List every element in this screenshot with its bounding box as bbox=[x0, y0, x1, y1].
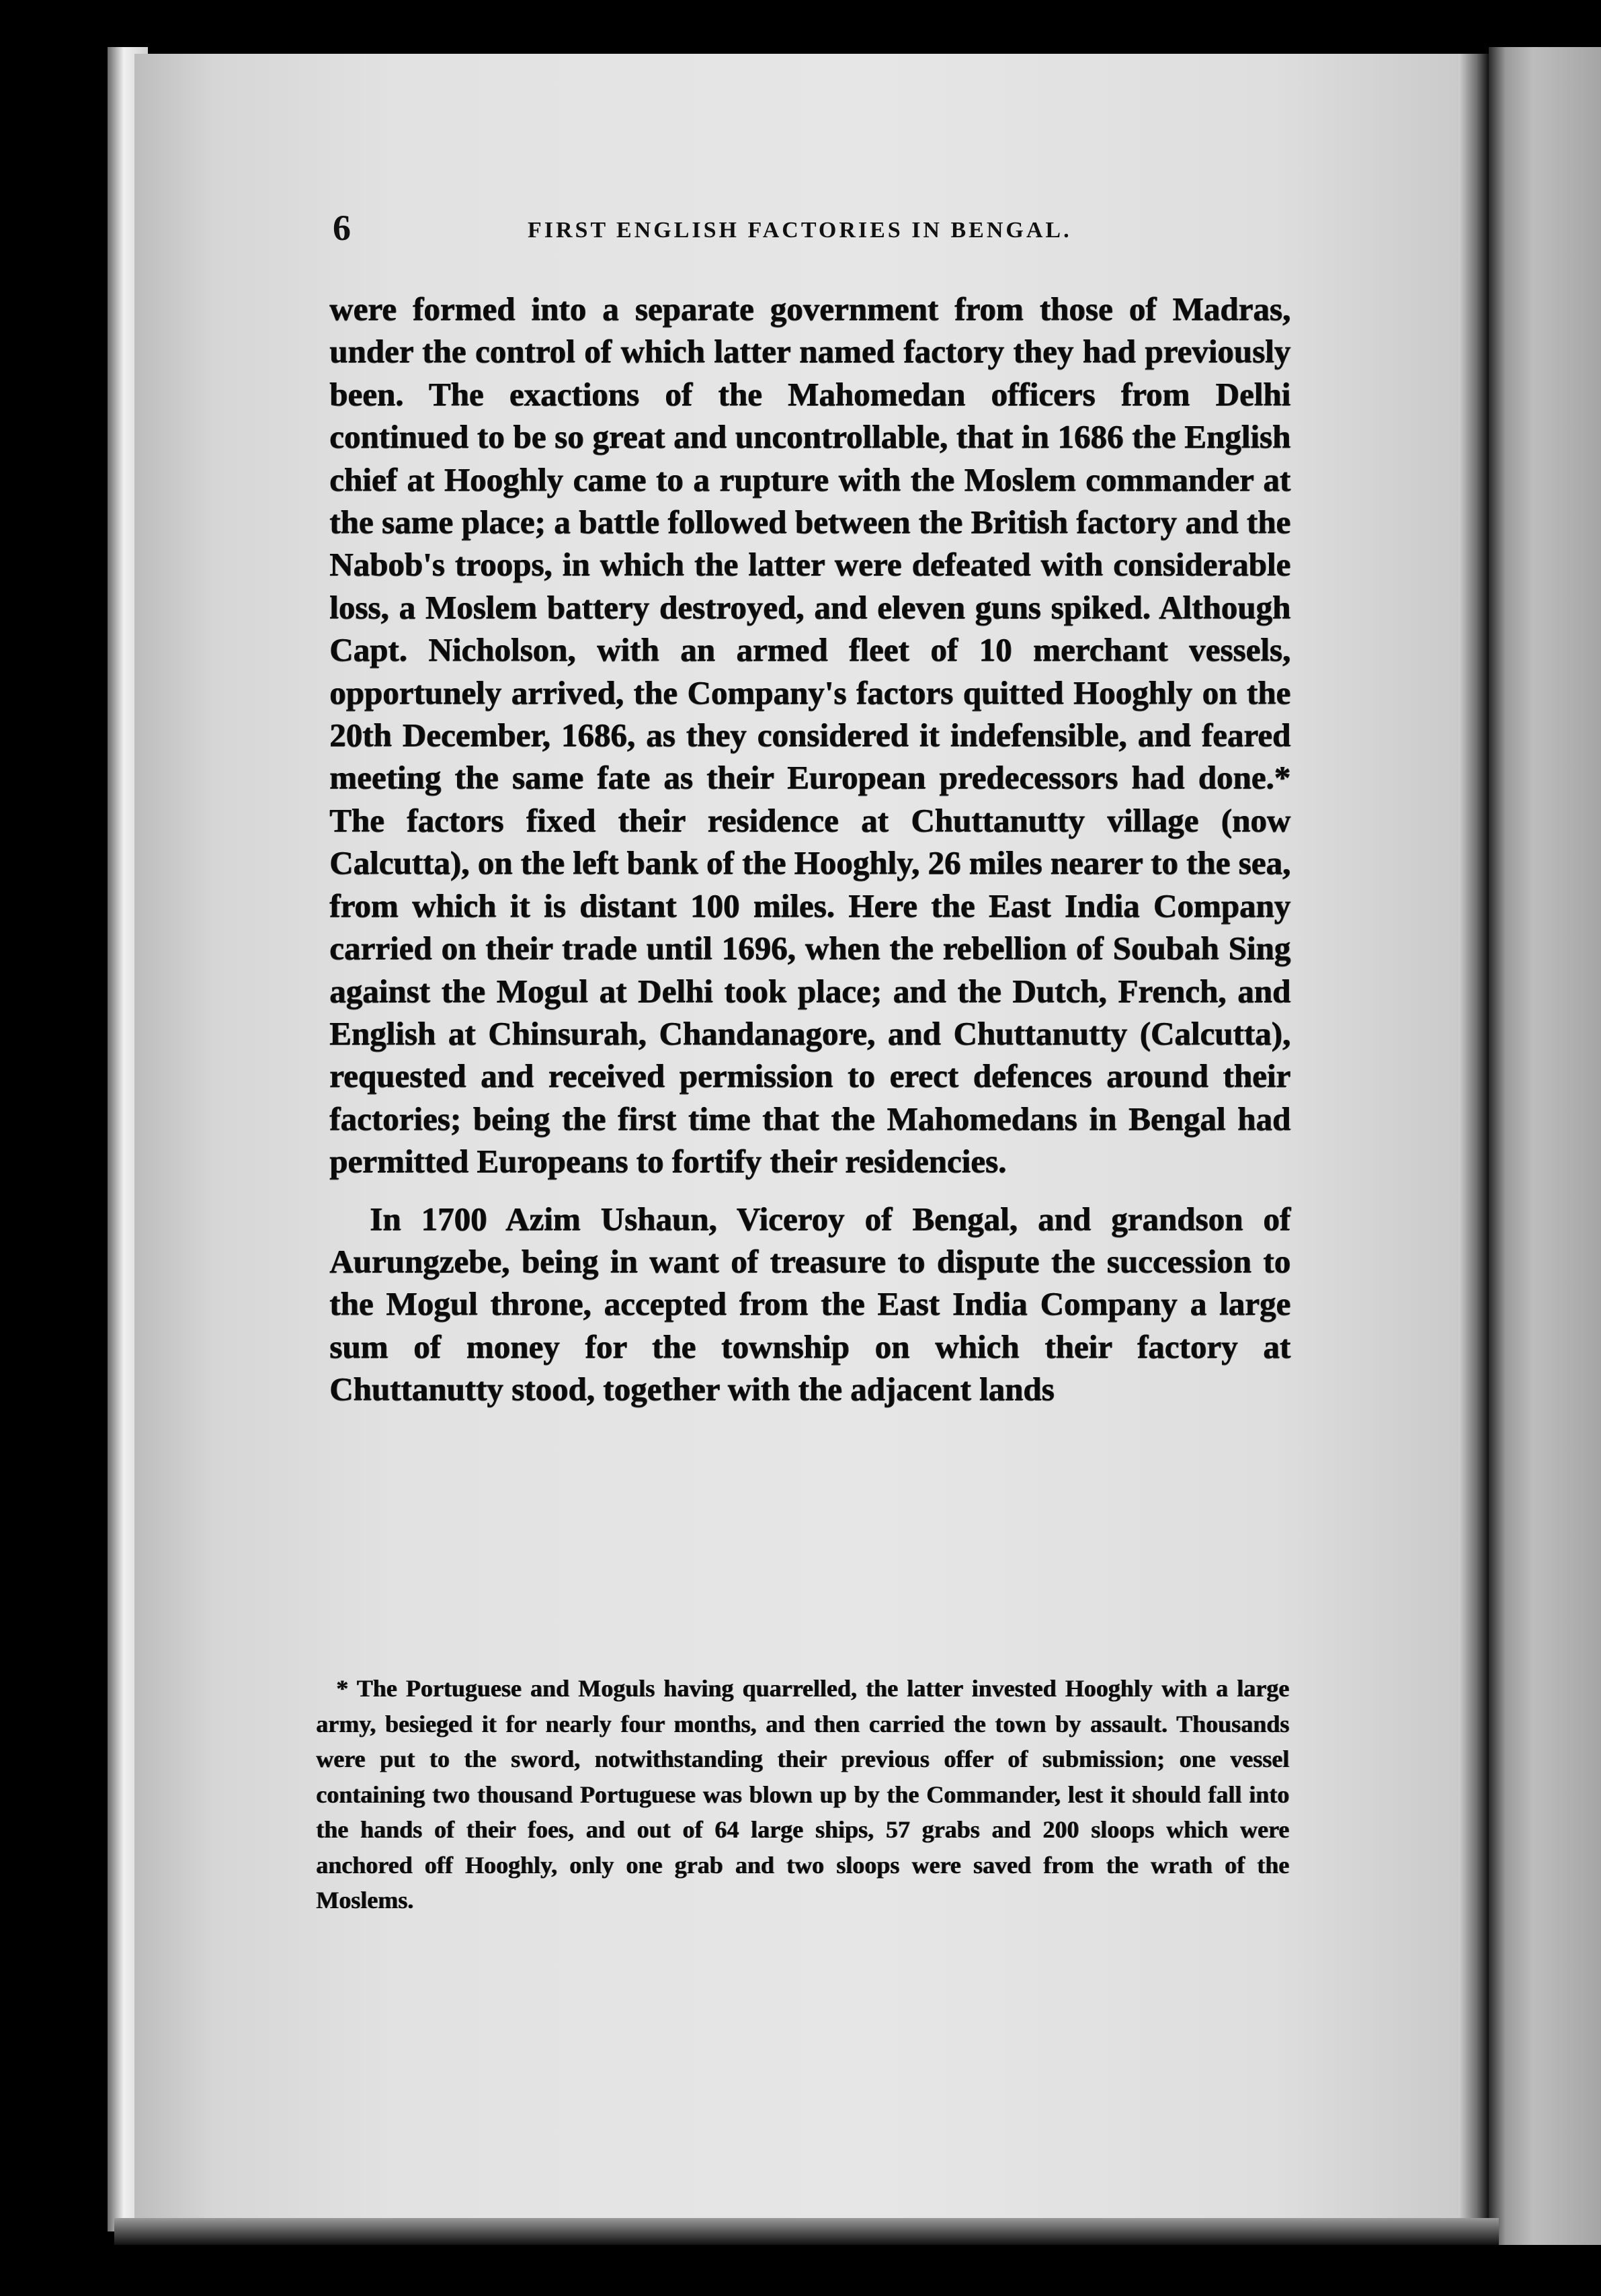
adjacent-page-edge bbox=[1489, 47, 1601, 2245]
body-text bbox=[329, 288, 1290, 1411]
page-gutter bbox=[1459, 54, 1489, 2225]
page-header bbox=[333, 208, 1294, 254]
page-number: 6 bbox=[333, 208, 351, 248]
running-title: FIRST ENGLISH FACTORIES IN BENGAL. bbox=[528, 218, 1072, 243]
paragraph-2: In 1700 Azim Ushaun, Viceroy of Bengal, and grandson of Aurungzebe, being in want of treasure to dispute the succession to the Mogul throne, accepted from the East India Company a large sum of money for the township on which their factory at Chuttanutty stood, together with the adjacent lands bbox=[329, 1200, 1290, 1408]
paragraph-1: were formed into a separate government from those of Madras, under the control of which latter named factory they had previously been. The exactions of the Mahomedan officers from Delhi continued to be so great and uncontrollable, that in 1686 the English chief at Hooghly came to a rupture with the Moslem commander at the same place; a battle followed between the British factory and the Nabob's troops, in which the latter were defeated with considerable loss, a Moslem battery destroyed, and eleven guns spiked. Although Capt. Nicholson, with an armed fleet of 10 merchant vessels, opportunely arrived, the Company's factors quitted Hooghly on the 20th December, 1686, as they considered it indefensible, and feared meeting the same fate as their European predecessors had done.* The factors fixed their residence at Chuttanutty village (now Calcutta), on the left bank of the Hooghly, 26 miles nearer to the sea, from which it is distant 100 miles. Here the East India Company carried on their trade until 1696, when the rebellion of Soubah Sing against the Mogul at Delhi took place; and the Dutch, French, and English at Chinsurah, Chandanagore, and Chuttanutty (Calcutta), requested and received permission to erect defences around their factories; being the first time that the Mahomedans in Bengal had permitted Europeans to fortify their residencies. bbox=[329, 290, 1290, 1180]
footnote bbox=[316, 1671, 1289, 1918]
page-bottom-shadow bbox=[114, 2218, 1499, 2245]
footnote-text: * The Portuguese and Moguls having quarrelled, the latter invested Hooghly with a large army, besieged it for nearly four months, and then carried the town by assault. Thousands were put to the sword, notwithstanding their previous offer of submission; one vessel containing two thousand Portuguese was blown up by the Commander, lest it should fall into the hands of their foes, and out of 64 large ships, 57 grabs and 200 sloops which were anchored off Hooghly, only one grab and two sloops were saved from the wrath of the Moslems. bbox=[316, 1675, 1289, 1914]
